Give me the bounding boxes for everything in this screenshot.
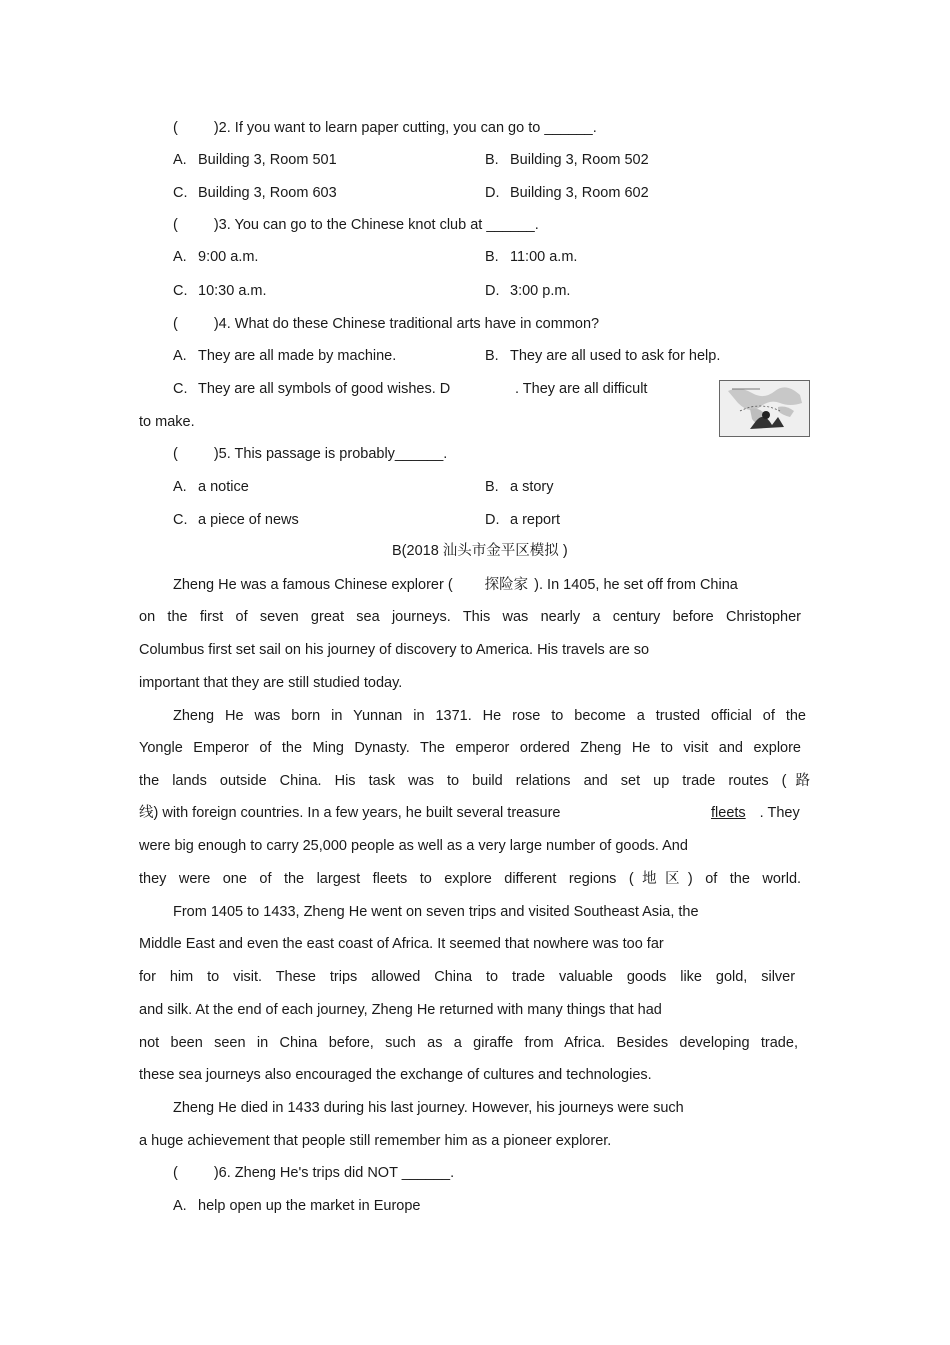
- q3-option-d: D. 3:00 p.m.: [485, 283, 571, 299]
- passage-p3-line6: these sea journeys also encouraged the exchange of cultures and technologies.: [139, 1067, 652, 1083]
- voyage-map-image: [719, 380, 810, 437]
- map-illustration: [720, 381, 809, 436]
- q3-stem: ( )3. You can go to the Chinese knot club at ______.: [173, 217, 539, 233]
- passage-p2-line4: 线) with foreign countries. In a few years, he built several treasure: [139, 805, 561, 821]
- passage-p3-line2: Middle East and even the east coast of Africa. It seemed that nowhere was too far: [139, 936, 664, 952]
- q4-stem: ( )4. What do these Chinese traditional arts have in common?: [173, 316, 600, 332]
- q4-option-d-continued: to make.: [139, 414, 195, 430]
- passage-p2-line5: were big enough to carry 25,000 people as well as a very large number of goods. And: [139, 838, 688, 854]
- passage-p1-line4: important that they are still studied today.: [139, 675, 403, 691]
- passage-p2-line1: Zheng He was born in Yunnan in 1371. He rose to become a trusted official of the: [173, 708, 806, 724]
- q3-option-b: B. 11:00 a.m.: [485, 249, 578, 265]
- q4-option-b: B. They are all used to ask for help.: [485, 348, 721, 364]
- q6-stem: ( )6. Zheng He's trips did NOT ______.: [173, 1165, 455, 1181]
- q2-stem: ( )2. If you want to learn paper cutting, you can go to ______.: [173, 120, 597, 136]
- q6-option-a: A. help open up the market in Europe: [173, 1198, 421, 1214]
- q5-option-c: C. a piece of news: [173, 512, 299, 528]
- passage-p3-line4: and silk. At the end of each journey, Zheng He returned with many things that had: [139, 1002, 662, 1018]
- passage-p3-line3: for him to visit. These trips allowed China to trade valuable goods like gold, silver: [139, 969, 796, 985]
- passage-p2-line2: Yongle Emperor of the Ming Dynasty. The emperor ordered Zheng He to visit and explore: [139, 740, 801, 756]
- q5-stem: ( )5. This passage is probably______.: [173, 446, 448, 462]
- passage-p1-line1: Zheng He was a famous Chinese explorer ( 探险家 ). In 1405, he set off from China: [173, 577, 738, 593]
- section-b-title: B(2018 汕头市金平区模拟 ): [392, 543, 568, 559]
- passage-p3-line1: From 1405 to 1433, Zheng He went on seven trips and visited Southeast Asia, the: [173, 904, 699, 920]
- q4-option-a: A. They are all made by machine.: [173, 348, 397, 364]
- answer-blank-fleets: fleets: [711, 805, 746, 821]
- q3-option-a: A. 9:00 a.m.: [173, 249, 259, 265]
- q2-option-c: C. Building 3, Room 603: [173, 185, 337, 201]
- q4-option-d: . They are all difficult: [515, 381, 648, 397]
- passage-p2-line4-end: fleets . They: [711, 805, 800, 821]
- q5-option-d: D. a report: [485, 512, 560, 528]
- passage-p3-line5: not been seen in China before, such as a giraffe from Africa. Besides developing trade,: [139, 1035, 798, 1051]
- passage-p4-line2: a huge achievement that people still remember him as a pioneer explorer.: [139, 1133, 612, 1149]
- q5-option-a: A. a notice: [173, 479, 249, 495]
- q2-option-d: D. Building 3, Room 602: [485, 185, 649, 201]
- passage-p2-line6: they were one of the largest fleets to explore different regions (地区) of the world.: [139, 871, 802, 887]
- q2-option-a: A. Building 3, Room 501: [173, 152, 337, 168]
- q2-option-b: B. Building 3, Room 502: [485, 152, 649, 168]
- q5-option-b: B. a story: [485, 479, 554, 495]
- passage-p1-line3: Columbus first set sail on his journey of discovery to America. His travels are so: [139, 642, 650, 658]
- passage-p4-line1: Zheng He died in 1433 during his last journey. However, his journeys were such: [173, 1100, 684, 1116]
- q4-option-c: C. They are all symbols of good wishes. D: [173, 381, 451, 397]
- passage-p2-line3: the lands outside China. His task was to build relations and set up trade routes (路: [139, 773, 810, 789]
- q3-option-c: C. 10:30 a.m.: [173, 283, 267, 299]
- passage-p1-line2: on the first of seven great sea journeys. This was nearly a century before Christopher: [139, 609, 801, 625]
